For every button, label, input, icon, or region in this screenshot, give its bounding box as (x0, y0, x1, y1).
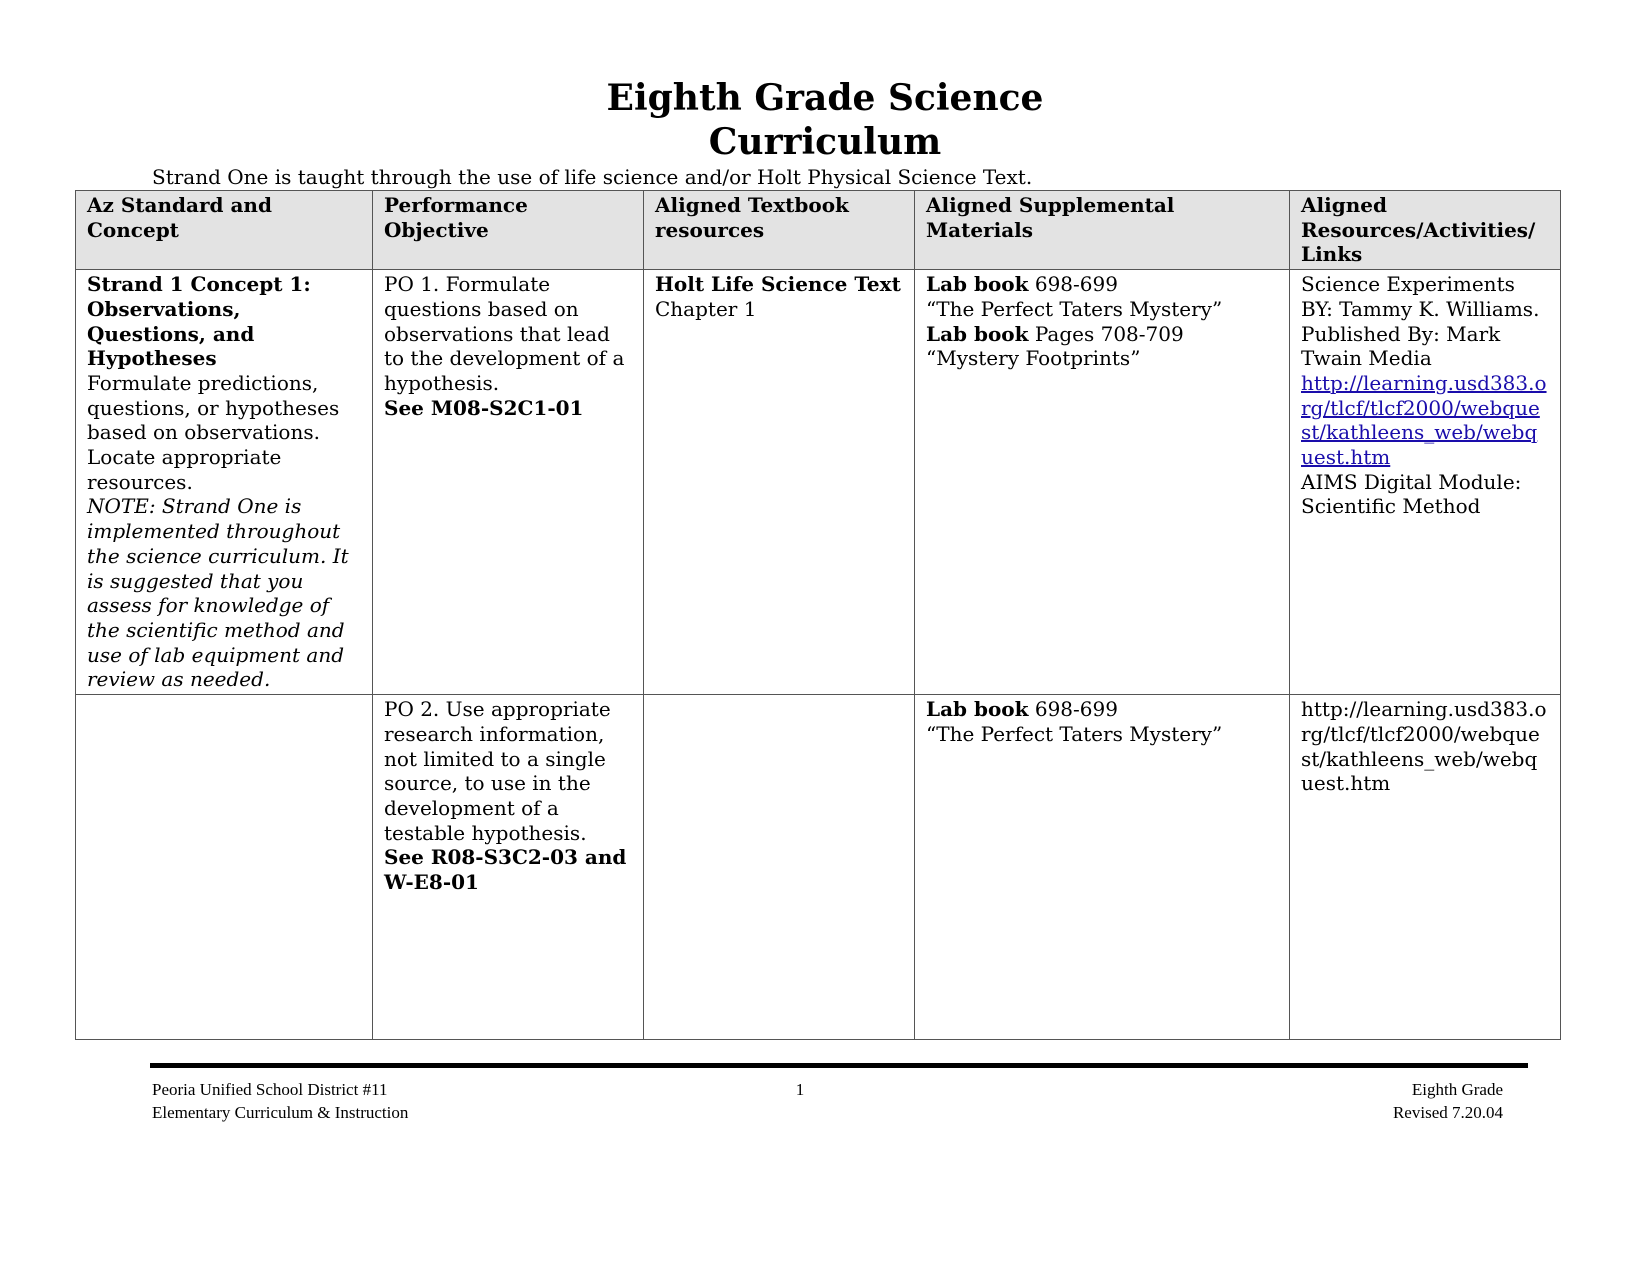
standard-note: NOTE: Strand One is implemented throughout the science curriculum. It is suggested that you assess for knowledge of the scientific method and use of lab equipment and review as needed. (87, 494, 349, 692)
footer-department: Elementary Curriculum & Instruction (152, 1103, 409, 1122)
cell-standard (76, 695, 373, 1040)
standard-heading: Strand 1 Concept 1: Observations, Questions, and Hypotheses (87, 272, 311, 371)
cell-objective (373, 695, 644, 1040)
objective-text: PO 1. Formulate questions based on observations that lead to the development of a hypothesis. (384, 272, 625, 395)
lab-title: “The Perfect Taters Mystery” (926, 296, 1223, 321)
footer-grade: Eighth Grade (1411, 1080, 1503, 1099)
footer-revised: Revised 7.20.04 (1392, 1103, 1503, 1122)
cell-textbook (644, 695, 915, 1040)
objective-text: PO 2. Use appropriate research information, not limited to a single source, to use in the development of a testable hypothesis. (384, 697, 611, 845)
cell-resources (1290, 270, 1561, 695)
cell-resources (1290, 695, 1561, 1040)
page-number: 1 (795, 1080, 805, 1099)
cell-standard (76, 270, 373, 695)
resources-aims: AIMS Digital Module: Scientific Method (1301, 469, 1522, 519)
footer-left (152, 1078, 408, 1124)
strand-intro: Strand One is taught through the use of life science and/or Holt Physical Science Text. (152, 165, 1033, 189)
cell-supplemental (915, 270, 1290, 695)
header-aligned-textbook: Aligned Textbook resources (644, 191, 915, 270)
table-row (76, 270, 1561, 695)
document-title (0, 76, 1650, 164)
cell-textbook (644, 270, 915, 695)
header-az-standard: Az Standard and Concept (76, 191, 373, 270)
footer-rule (150, 1063, 1528, 1068)
header-performance-objective: Performance Objective (373, 191, 644, 270)
webquest-link[interactable]: http://learning.usd383.org/tlcf/tlcf2000/webquest/kathleens_web/webquest.htm (1301, 370, 1547, 470)
lab-pages: 698-699 (1028, 697, 1118, 722)
textbook-chapter: Chapter 1 (655, 296, 757, 321)
lab-title: “The Perfect Taters Mystery” (926, 721, 1223, 746)
title-line-2: Curriculum (708, 121, 942, 163)
objective-see: See M08-S2C1-01 (384, 395, 584, 420)
lab-title: “Mystery Footprints” (926, 346, 1141, 371)
lab-label: Lab book (926, 321, 1029, 346)
lab-entry (926, 322, 1279, 347)
lab-entry (926, 272, 1279, 297)
standard-text: Formulate predictions, questions, or hypotheses based on observations. Locate appropriate resources. (87, 370, 340, 494)
resources-text: Science Experiments BY: Tammy K. Williams. Published By: Mark Twain Media (1301, 272, 1540, 371)
lab-label: Lab book (926, 697, 1029, 722)
lab-pages: 698-699 (1028, 272, 1118, 297)
header-aligned-supplemental: Aligned Supplemental Materials (915, 191, 1290, 270)
table-header-row (76, 191, 1561, 270)
cell-objective (373, 270, 644, 695)
header-aligned-resources: Aligned Resources/Activities/ Links (1290, 191, 1561, 270)
resources-url-text: http://learning.usd383.org/tlcf/tlcf2000/webquest/kathleens_web/webquest.htm (1301, 697, 1547, 796)
objective-see: See R08-S3C2-03 and W-E8-01 (384, 845, 627, 895)
cell-supplemental (915, 695, 1290, 1040)
title-line-1: Eighth Grade Science (606, 77, 1044, 119)
lab-label: Lab book (926, 272, 1029, 297)
curriculum-table (75, 190, 1561, 1040)
table-row (76, 695, 1561, 1040)
footer-district: Peoria Unified School District #11 (152, 1080, 388, 1099)
textbook-title: Holt Life Science Text (655, 272, 901, 297)
lab-entry (926, 697, 1279, 722)
lab-pages: Pages 708-709 (1028, 321, 1184, 346)
footer-right (1393, 1078, 1503, 1124)
